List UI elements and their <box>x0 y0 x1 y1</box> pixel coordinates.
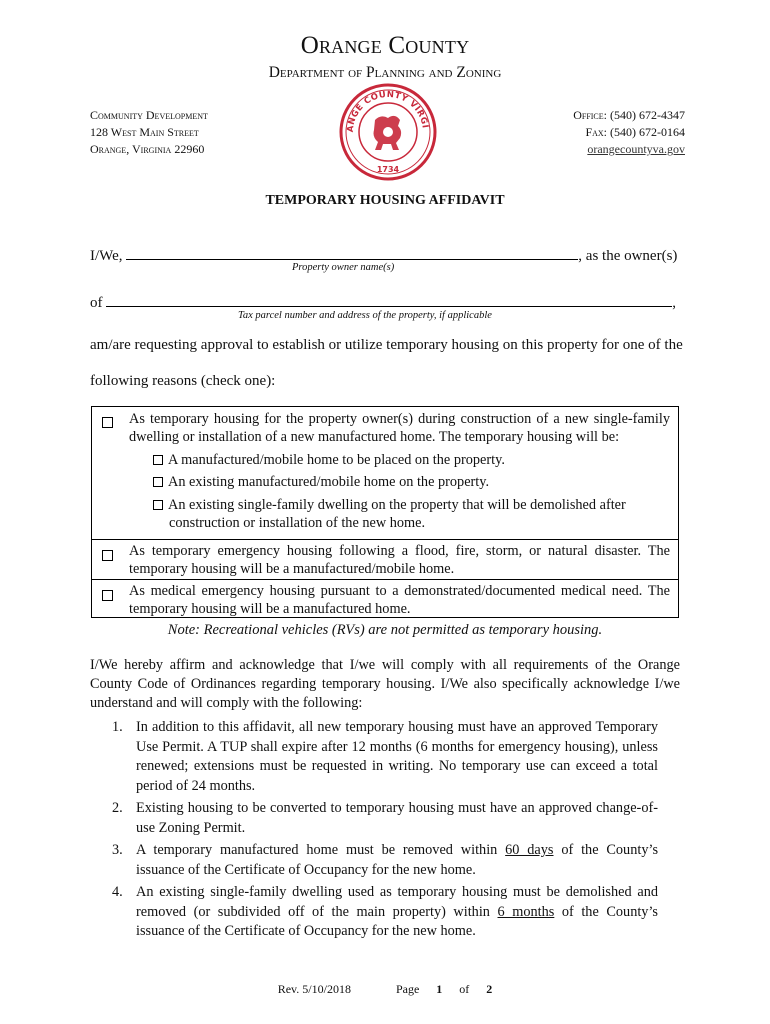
reason-checkbox[interactable] <box>102 417 113 428</box>
reason-option-medical <box>92 579 678 617</box>
owner-prefix: I/We, <box>90 248 123 264</box>
parcel-prefix: of <box>90 295 103 311</box>
sub-option-checkbox[interactable] <box>153 455 163 465</box>
owner-suffix: , as the owner(s) <box>578 248 678 264</box>
list-text: In addition to this affidavit, all new temporary housing must have an approved Temporary Use Permit. A TUP shall expire after 12 months (6 months for emergency housing), unless renewed; extensions must be requested in writing. No temporary use can exceed a total period of 24 months. <box>136 719 658 794</box>
reason-checkbox[interactable] <box>102 550 113 561</box>
reason-option-construction <box>92 407 678 539</box>
list-text: A temporary manufactured home must be removed within 60 days of the County’s issuance of the Certificate of Occupancy for the new home. <box>136 842 659 878</box>
page-footer <box>0 982 770 997</box>
website-link[interactable]: orangecountyva.gov <box>587 142 685 156</box>
address-line: Orange, Virginia 22960 <box>90 142 205 156</box>
reason-option-emergency <box>92 539 678 579</box>
parcel-field[interactable] <box>106 292 672 307</box>
list-number: 4. <box>112 884 123 900</box>
sub-option-checkbox[interactable] <box>153 477 163 487</box>
page-number: Page 1 of 2 <box>395 982 493 996</box>
department-name: Department of Planning and Zoning <box>268 64 502 81</box>
list-text: Existing housing to be converted to temporary housing must have an approved change-of-use Zoning Permit. <box>136 800 658 836</box>
mailing-address <box>90 107 208 158</box>
parcel-caption: Tax parcel number and address of the property, if applicable <box>238 310 492 321</box>
affirmation-text: I/We hereby affirm and acknowledge that I/we will comply with all requirements of the Orange County Code of Ordinances regarding temporary housing. I/We also specifically acknowledge I/we understand and will comply with the following: <box>90 657 680 711</box>
revision-date: Rev. 5/10/2018 <box>277 982 351 996</box>
reasons-box <box>91 406 679 618</box>
county-title: Orange County <box>300 32 470 59</box>
parcel-row <box>90 292 684 312</box>
sub-option-checkbox[interactable] <box>153 500 163 510</box>
sub-option: An existing manufactured/mobile home on the property. <box>153 473 489 491</box>
parcel-suffix: , <box>672 295 676 311</box>
sub-option-continuation: construction or installation of the new home. <box>169 515 426 531</box>
request-text: following reasons (check one): <box>90 373 276 389</box>
county-seal-icon <box>338 82 438 182</box>
reason-text: As temporary housing for the property owner(s) during construction of a new single-family dwelling or installation of a new manufactured home. The temporary housing will be: <box>129 411 670 445</box>
owner-name-field[interactable] <box>126 245 578 260</box>
list-number: 2. <box>112 800 123 816</box>
list-number: 1. <box>112 719 123 735</box>
reason-text: As medical emergency housing pursuant to a demonstrated/documented medical need. The temporary housing will be a manufactured home. <box>129 583 670 617</box>
sub-option: A manufactured/mobile home to be placed on the property. <box>153 451 505 469</box>
list-item <box>90 718 658 796</box>
list-item <box>90 883 658 942</box>
address-line: Community Development <box>90 108 208 122</box>
svg-text:ORANGE COUNTY VIRGINIA: ANGE COUNTY VIRGI <box>345 89 430 133</box>
list-text: An existing single-family dwelling used as temporary housing must be demolished and removed (or subdivided off of the main property) within 6 months of the County’s issuance of the Certificate of Occupancy for the new home. <box>136 884 658 939</box>
contact-block <box>573 107 685 158</box>
office-phone: Office: (540) 672-4347 <box>573 108 685 122</box>
list-number: 3. <box>112 842 123 858</box>
svg-text:1734: 1734 <box>376 165 400 174</box>
reason-text: As temporary emergency housing following a flood, fire, storm, or natural disaster. The temporary housing will be a manufactured/mobile home. <box>129 543 670 577</box>
list-item <box>90 841 658 880</box>
rv-note: Note: Recreational vehicles (RVs) are not permitted as temporary housing. <box>167 622 603 638</box>
requirements-list <box>90 718 658 945</box>
form-title: TEMPORARY HOUSING AFFIDAVIT <box>265 193 505 208</box>
sub-option: An existing single-family dwelling on the property that will be demolished after <box>153 496 626 514</box>
fax-phone: Fax: (540) 672-0164 <box>585 125 685 139</box>
request-text: am/are requesting approval to establish or utilize temporary housing on this property for one of the <box>90 337 683 353</box>
list-item <box>90 799 658 838</box>
address-line: 128 West Main Street <box>90 125 199 139</box>
owner-caption: Property owner name(s) <box>292 262 395 273</box>
reason-checkbox[interactable] <box>102 590 113 601</box>
